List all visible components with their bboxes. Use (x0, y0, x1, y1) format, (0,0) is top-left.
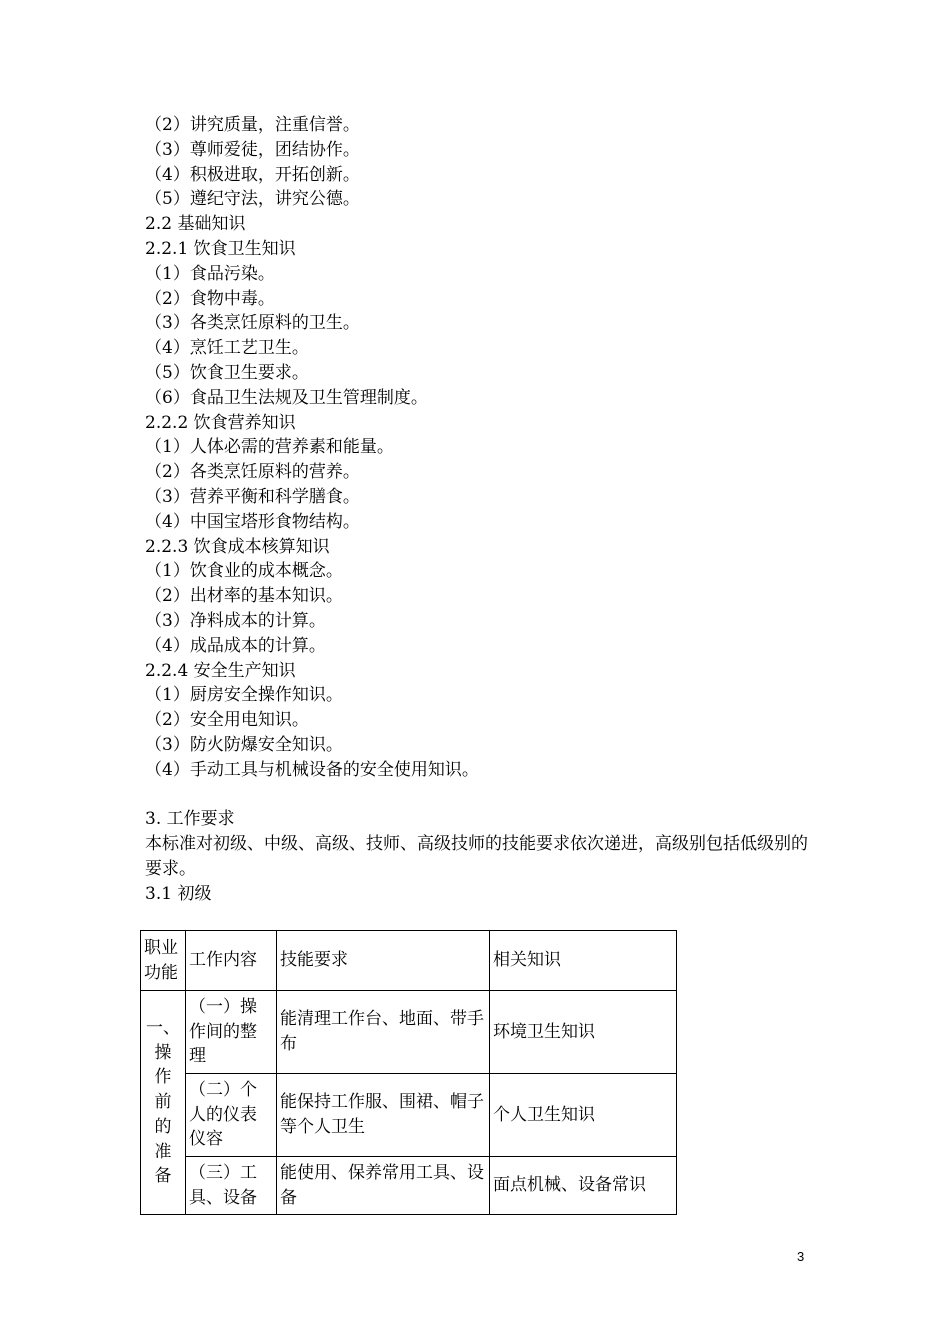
list-item: （4）成品成本的计算。 (145, 635, 326, 656)
list-item: （4）中国宝塔形食物结构。 (145, 511, 360, 532)
list-item: （1）食品污染。 (145, 263, 275, 284)
header-function: 职业功能 (141, 931, 186, 991)
work-cell: （三）工具、设备 (186, 1157, 277, 1215)
table-row (141, 991, 677, 1074)
skill-cell: 能保持工作服、围裙、帽子等个人卫生 (277, 1074, 490, 1157)
document-body (145, 113, 810, 907)
list-item: （3）各类烹饪原料的卫生。 (145, 313, 360, 334)
knowledge-cell: 个人卫生知识 (490, 1074, 677, 1157)
list-item: 2.2.2 饮食营养知识 (145, 412, 296, 433)
list-item: （2）讲究质量，注重信誉。 (145, 115, 360, 135)
work-cell: （二）个人的仪表仪容 (186, 1074, 277, 1157)
list-item: （3）尊师爱徒，团结协作。 (145, 139, 360, 160)
list-item: （1）饮食业的成本概念。 (145, 561, 343, 582)
header-skill: 技能要求 (277, 931, 490, 991)
list-item: （5）遵纪守法，讲究公德。 (145, 189, 360, 210)
knowledge-list (145, 113, 810, 783)
skills-table (140, 930, 677, 1215)
list-item: 2.2.1 饮食卫生知识 (145, 238, 296, 259)
table-row (141, 1074, 677, 1157)
list-item: （2）食物中毒。 (145, 288, 275, 309)
list-item: 2.2 基础知识 (145, 214, 246, 235)
section-paragraph: 本标准对初级、中级、高级、技师、高级技师的技能要求依次递进，高级别包括低级别的要求。 (145, 834, 808, 879)
page-number: 3 (797, 1249, 805, 1264)
list-item: （6）食品卫生法规及卫生管理制度。 (145, 387, 428, 408)
list-item: （2）出材率的基本知识。 (145, 586, 343, 607)
list-item: 2.2.4 安全生产知识 (145, 660, 296, 681)
work-cell: （一）操作间的整理 (186, 991, 277, 1074)
sub-heading: 3.1 初级 (145, 883, 212, 904)
list-item: （4）积极进取，开拓创新。 (145, 164, 360, 185)
table-row (141, 1157, 677, 1215)
list-item: 2.2.3 饮食成本核算知识 (145, 536, 330, 557)
list-item: （4）手动工具与机械设备的安全使用知识。 (145, 759, 479, 780)
list-item: （2）安全用电知识。 (145, 710, 309, 731)
header-work: 工作内容 (186, 931, 277, 991)
function-cell: 一、 操 作 前 的 准 备 (141, 991, 186, 1215)
skill-cell: 能使用、保养常用工具、设备 (277, 1157, 490, 1215)
header-knowledge: 相关知识 (490, 931, 677, 991)
table-header-row (141, 931, 677, 991)
list-item: （1）人体必需的营养素和能量。 (145, 437, 394, 458)
knowledge-cell: 面点机械、设备常识 (490, 1157, 677, 1215)
list-item: （3）防火防爆安全知识。 (145, 734, 343, 755)
skill-cell: 能清理工作台、地面、带手布 (277, 991, 490, 1074)
section-heading: 3. 工作要求 (145, 809, 235, 830)
list-item: （2）各类烹饪原料的营养。 (145, 462, 360, 483)
list-item: （3）营养平衡和科学膳食。 (145, 486, 360, 507)
list-item: （1）厨房安全操作知识。 (145, 685, 343, 706)
list-item: （5）饮食卫生要求。 (145, 362, 309, 383)
list-item: （4）烹饪工艺卫生。 (145, 338, 309, 359)
list-item: （3）净料成本的计算。 (145, 610, 326, 631)
knowledge-cell: 环境卫生知识 (490, 991, 677, 1074)
